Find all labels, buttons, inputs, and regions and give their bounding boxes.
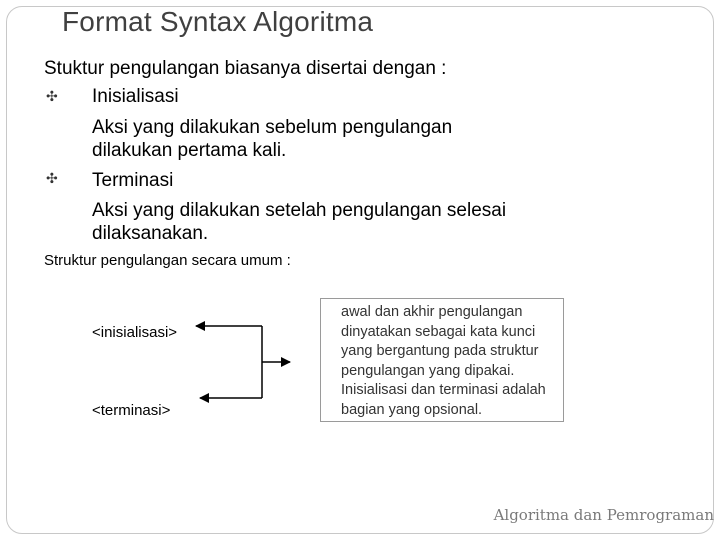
bullet-term-terminasi: Terminasi [92, 170, 174, 191]
subheading: Struktur pengulangan secara umum : [44, 252, 291, 269]
init-label: <inisialisasi> [92, 324, 178, 341]
intro-text: Stuktur pengulangan biasanya disertai dengan : [44, 58, 447, 79]
bullet-icon: ✣ [46, 170, 58, 186]
bullet-desc-inisialisasi: Aksi yang dilakukan sebelum pengulangan dilakukan pertama kali. [92, 117, 453, 161]
note-box: awal dan akhir pengulangan dinyatakan sebagai kata kunci yang bergantung pada struktur pengulangan yang dipakai. Inisialisasi dan terminasi adalah bagian yang opsional. [320, 298, 564, 422]
footer-text: Algoritma dan Pemrograman [493, 506, 714, 524]
bullet-icon: ✣ [46, 88, 58, 104]
bullet-desc-terminasi: Aksi yang dilakukan setelah pengulangan selesai dilaksanakan. [92, 200, 507, 244]
bullet-term-inisialisasi: Inisialisasi [92, 86, 179, 107]
term-label: <terminasi> [92, 402, 171, 419]
slide-title: Format Syntax Algoritma [62, 6, 374, 37]
